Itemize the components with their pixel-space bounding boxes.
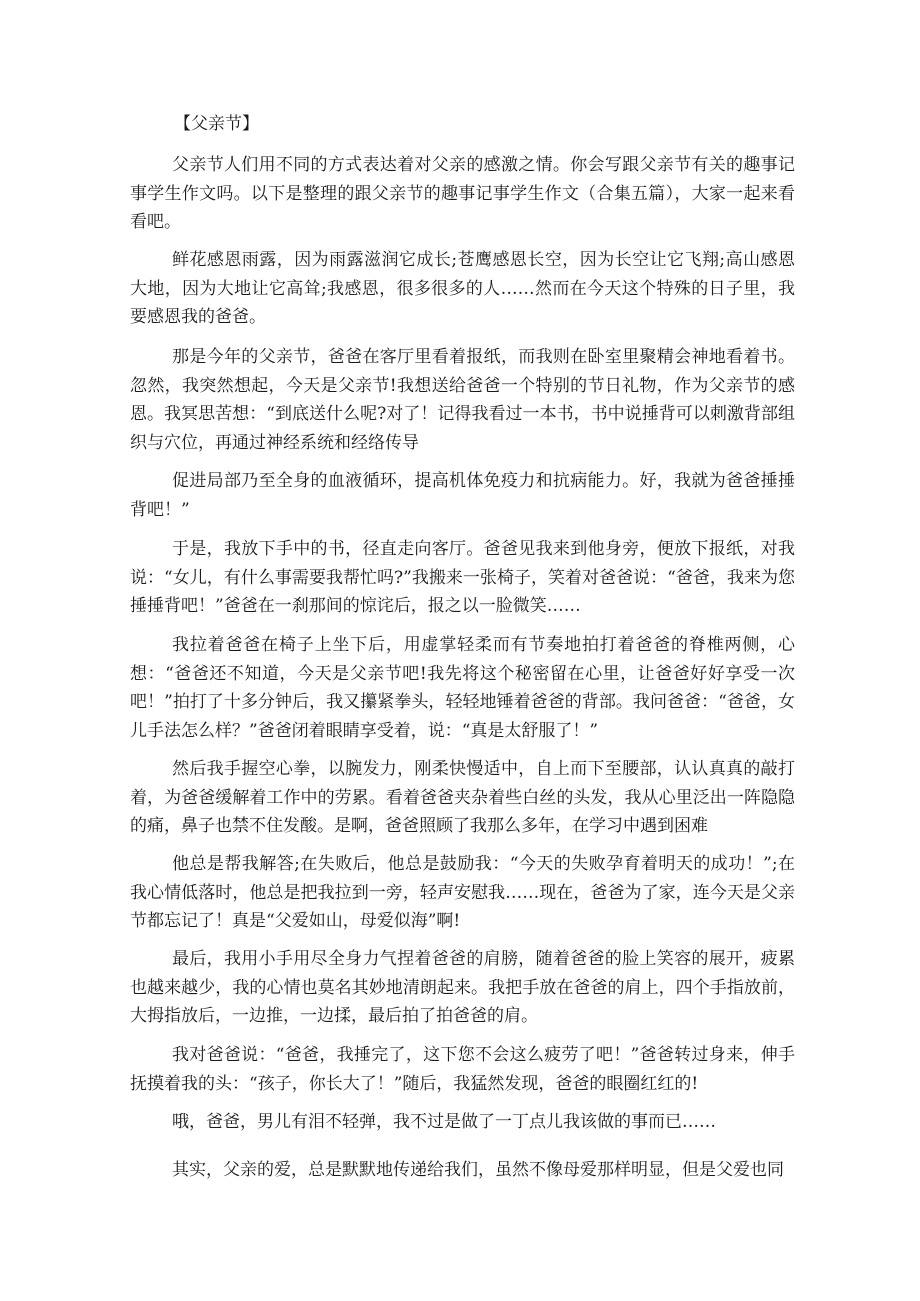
- paragraph-fist: 然后我手握空心拳，以腕发力，刚柔快慢适中，自上而下至腰部，认认真真的敲打着，为爸爸缓解着工作中的劳累。看着爸爸夹杂着些白丝的头发，我从心里泛出一阵隐隐的痛，鼻子也禁不住发酸。是啊，爸爸照顾了我那么多年，在学习中遇到困难: [130, 759, 795, 836]
- paragraph-intro: 父亲节人们用不同的方式表达着对父亲的感激之情。你会写跟父亲节有关的趣事记事学生作文吗。以下是整理的跟父亲节的趣事记事学生作文（合集五篇），大家一起来看看吧。: [130, 155, 795, 232]
- paragraph-gratitude: 鲜花感恩雨露，因为雨露滋润它成长;苍鹰感恩长空，因为长空让它飞翔;高山感恩大地，因为大地让它高耸;我感恩，很多很多的人……然而在今天这个特殊的日子里，我要感恩我的爸爸。: [130, 250, 795, 327]
- paragraph-shoulders: 最后，我用小手用尽全身力气捏着爸爸的肩膀，随着爸爸的脸上笑容的展开，疲累也越来越少，我的心情也莫名其妙地清朗起来。我把手放在爸爸的肩上，四个手指放前，大拇指放后，一边推，一边揉，最后拍了拍爸爸的肩。: [130, 949, 795, 1026]
- paragraph-circulation: 促进局部乃至全身的血液循环，提高机体免疫力和抗病能力。好，我就为爸爸捶捶背吧！”: [130, 471, 795, 520]
- paragraph-oh-dad: 哦，爸爸，男儿有泪不轻弹，我不过是做了一丁点儿我该做的事而已……: [172, 1112, 716, 1132]
- paragraph-living-room: 于是，我放下手中的书，径直走向客厅。爸爸见我来到他身旁，便放下报纸，对我说：“女儿，有什么事需要我帮忙吗?”我搬来一张椅子，笑着对爸爸说：“爸爸，我来为您捶捶背吧！”爸爸在一刹那间的惊诧后，报之以一脸微笑……: [130, 539, 795, 616]
- paragraph-grown-up: 我对爸爸说：“爸爸，我捶完了，这下您不会这么疲劳了吧！”爸爸转过身来，伸手抚摸着我的头：“孩子，你长大了！”随后，我猛然发现，爸爸的眼圈红红的!: [130, 1045, 795, 1094]
- paragraph-fathers-day: 那是今年的父亲节，爸爸在客厅里看着报纸，而我则在卧室里聚精会神地看着书。忽然，我突然想起，今天是父亲节!我想送给爸爸一个特别的节日礼物，作为父亲节的感恩。我冥思苦想：“到底送什么呢?对了！记得我看过一本书，书中说捶背可以刺激背部组织与穴位，再通过神经系统和经络传导: [130, 347, 795, 453]
- paragraph-encouragement: 他总是帮我解答;在失败后，他总是鼓励我：“今天的失败孕育着明天的成功！”;在我心情低落时，他总是把我拉到一旁，轻声安慰我……现在，爸爸为了家，连今天是父亲节都忘记了！真是“父爱如山，母爱似海”啊!: [130, 854, 795, 931]
- paragraph-fathers-love: 其实，父亲的爱，总是默默地传递给我们，虽然不像母爱那样明显，但是父爱也同: [172, 1160, 784, 1180]
- document-page: [130, 0, 795, 1301]
- document-title: 【父亲节】: [174, 114, 259, 134]
- paragraph-massage: 我拉着爸爸在椅子上坐下后，用虚掌轻柔而有节奏地拍打着爸爸的脊椎两侧，心想：“爸爸还不知道，今天是父亲节吧!我先将这个秘密留在心里，让爸爸好好享受一次吧！”拍打了十多分钟后，我又攥紧拳头，轻轻地锤着爸爸的背部。我问爸爸：“爸爸，女儿手法怎么样？”爸爸闭着眼睛享受着，说：“真是太舒服了！”: [130, 635, 795, 741]
